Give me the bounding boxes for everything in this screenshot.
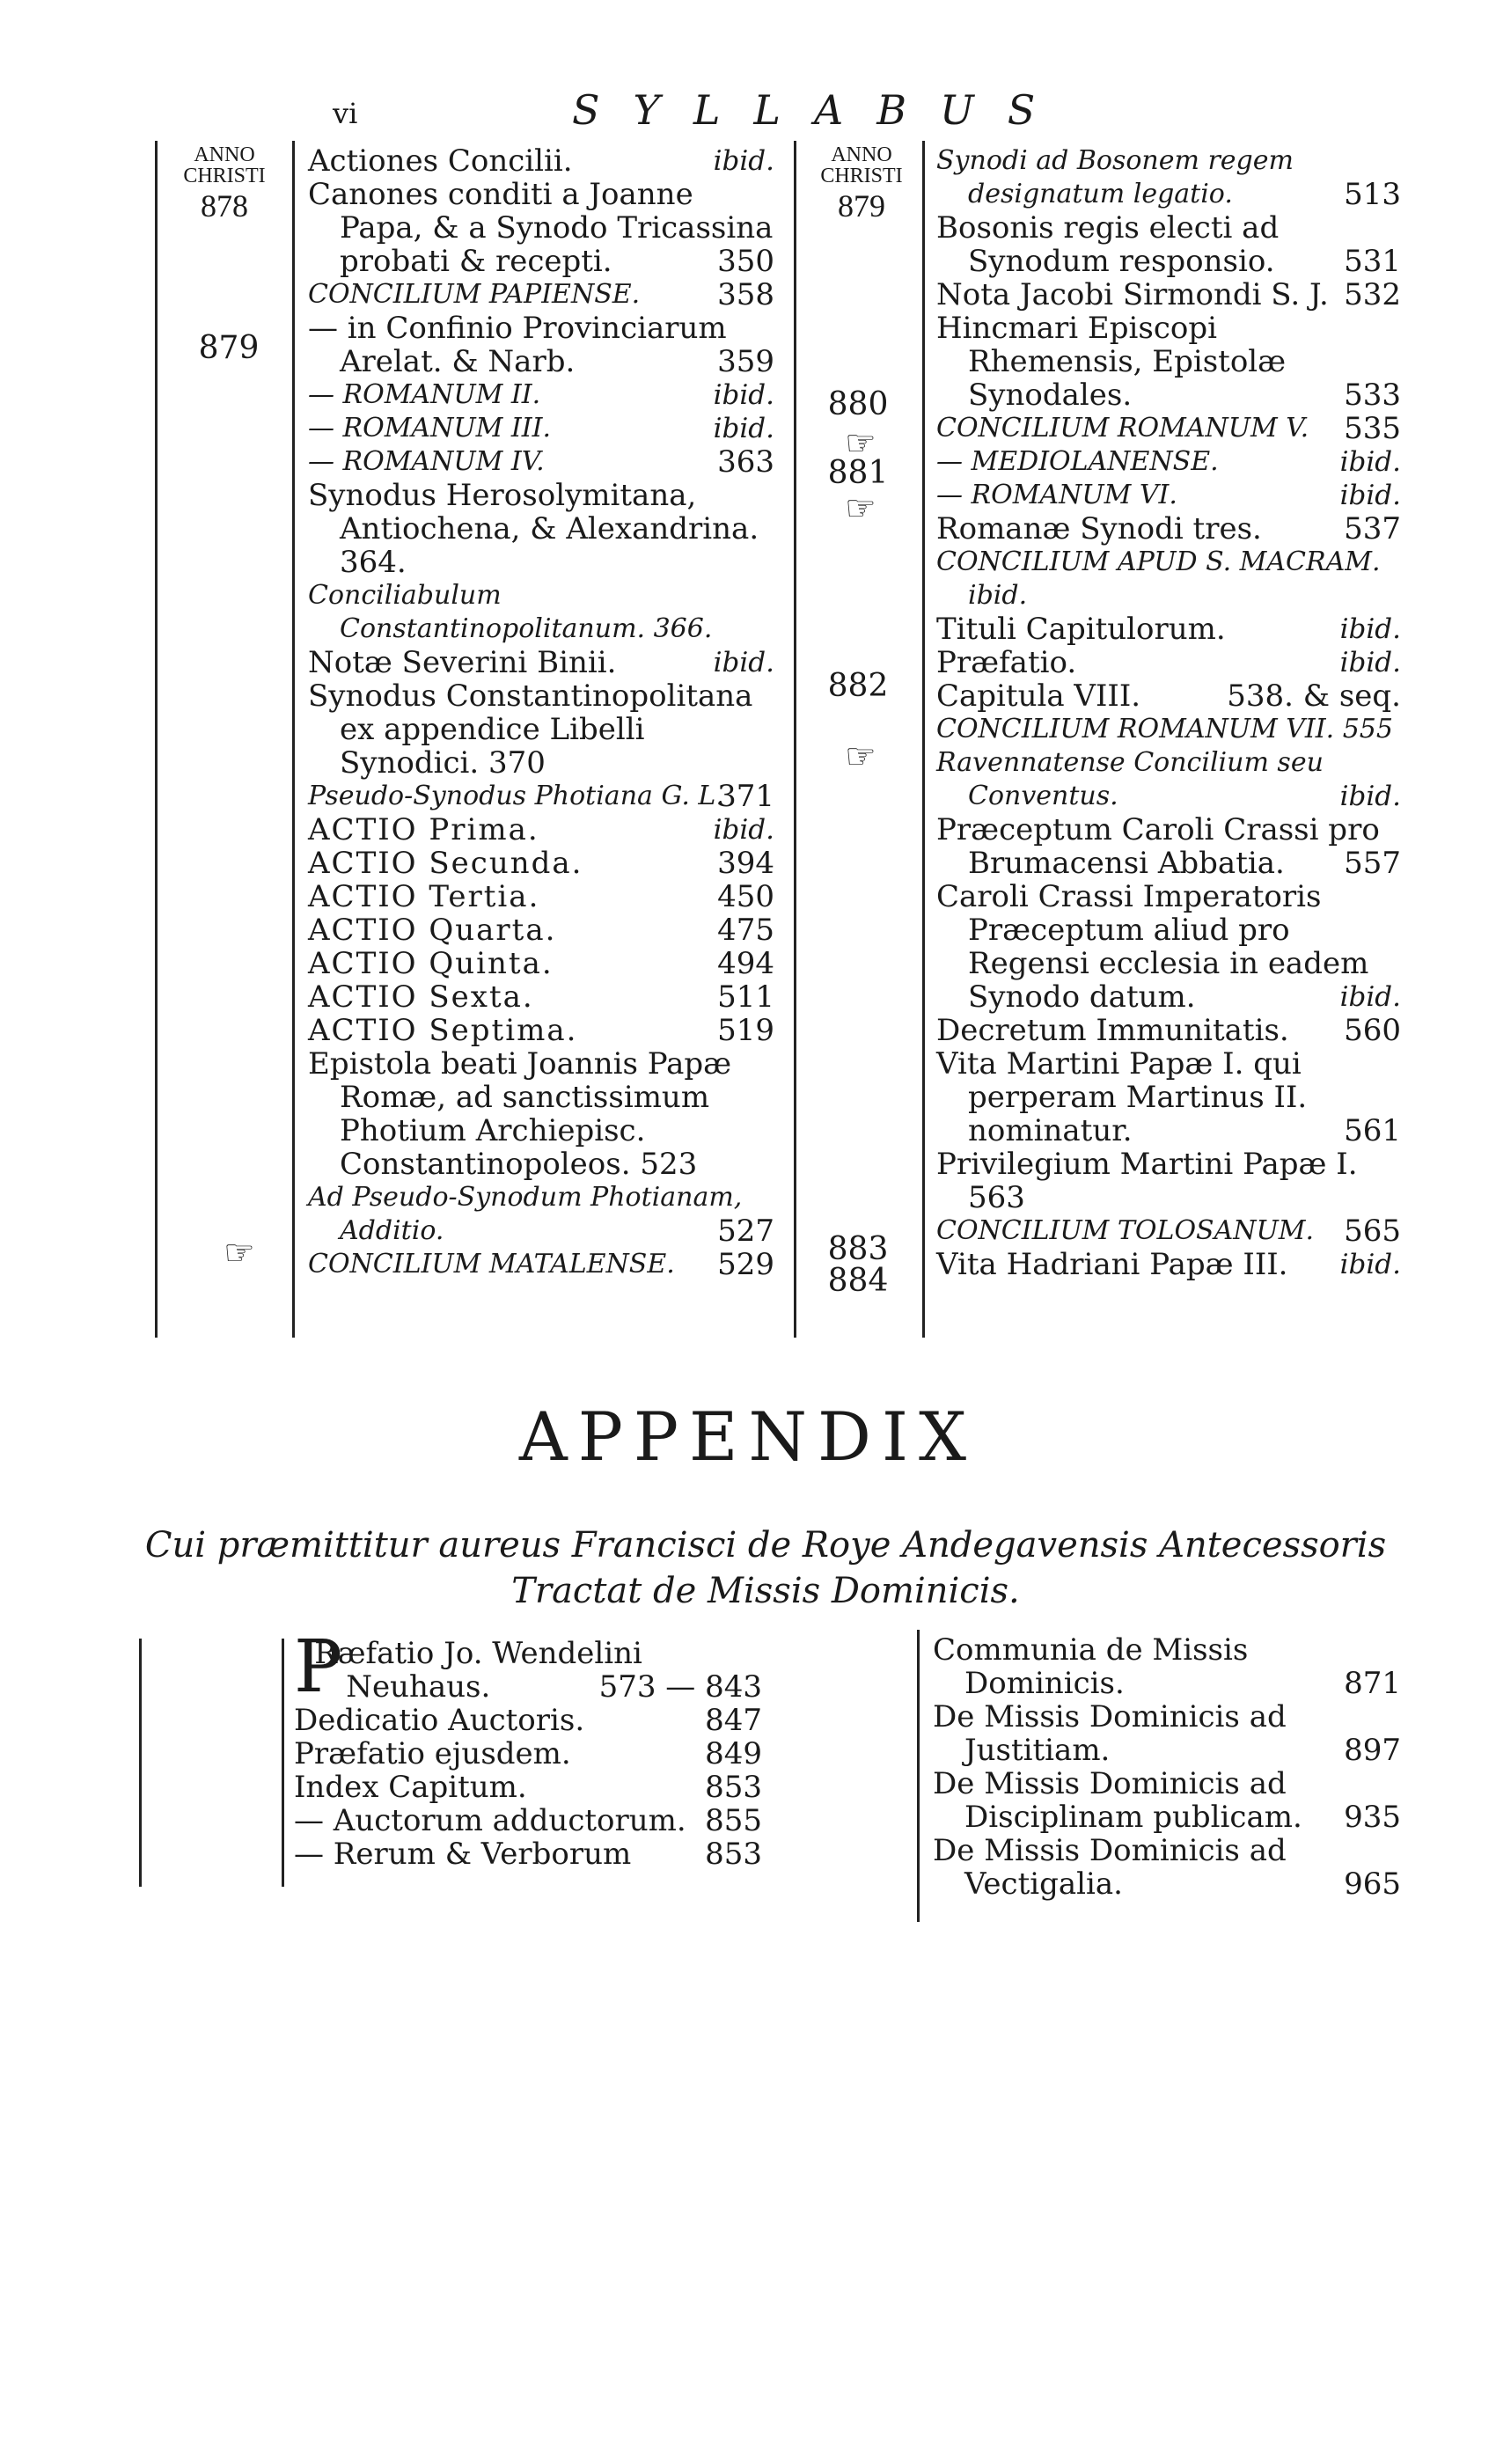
entry-title: Pseudo-Synodus Photiana G. L.: [308, 781, 724, 811]
entry-title: Notæ Severini Binii.: [308, 645, 617, 680]
syllabus-entry: [936, 278, 1401, 312]
syllabus-entry: [308, 913, 774, 947]
entry-page: 527: [717, 1214, 774, 1249]
entry-page: 475: [717, 913, 774, 948]
entry-page: 535: [1344, 411, 1401, 446]
year-label: 883: [827, 1231, 889, 1267]
syllabus-entry: [308, 780, 774, 813]
entry-title: CONCILIUM ROMANUM V.: [936, 413, 1309, 444]
entry-title: Tituli Capitulorum.: [936, 612, 1226, 647]
entry-title: ACTIO Quarta.: [308, 913, 557, 948]
entry-page: 557: [1344, 846, 1401, 881]
pointing-hand-icon: ☞: [224, 1233, 255, 1273]
left-entry-list: [308, 144, 774, 1281]
christi-label: CHRISTI: [183, 165, 266, 187]
entry-page: 532: [1344, 277, 1401, 312]
anno-christi-heading: [158, 144, 290, 224]
appendix-entry: [294, 1704, 762, 1737]
entry-title: Dedicatio Auctoris.: [294, 1703, 585, 1738]
entry-title: — Rerum & Verborum: [294, 1837, 632, 1872]
entry-page: 965: [1344, 1866, 1401, 1902]
entry-title: Præfatio ejusdem.: [294, 1736, 571, 1771]
christi-label: CHRISTI: [820, 165, 903, 187]
entry-title: Decretum Immunitatis.: [936, 1013, 1289, 1048]
entry-title: Ravennatense Concilium seu Conventus.: [936, 747, 1324, 811]
syllabus-entry: [936, 1248, 1401, 1281]
entry-page: 853: [705, 1770, 762, 1805]
entry-title: De Missis Dominicis ad Vectigalia.: [933, 1833, 1287, 1902]
entry-title: — ROMANUM IV.: [308, 446, 545, 477]
entry-title: Caroli Crassi Imperatoris Præceptum aliud pro Regensi ecclesia in eadem Synodo datum.: [936, 879, 1369, 1015]
entry-page: ibid.: [713, 145, 774, 177]
syllabus-entry: [936, 813, 1401, 880]
entry-title: Præfatio.: [936, 645, 1077, 680]
appendix-subtitle: Cui præmittitur aureus Francisci de Roye Andegavensis Antecessoris Tractat de Missis Dominicis.: [144, 1525, 1387, 1611]
syllabus-entry: [936, 445, 1401, 479]
entry-title: Capitula VIII.: [936, 678, 1141, 714]
entry-page: 855: [705, 1803, 762, 1838]
syllabus-entry: [308, 144, 774, 178]
entry-title: Synodi ad Bosonem regem designatum legatio.: [936, 145, 1294, 209]
right-entry-list: [936, 144, 1401, 1281]
syllabus-entry: [308, 947, 774, 980]
page-number: vi: [333, 97, 358, 130]
syllabus-entry: [308, 479, 774, 579]
syllabus-entry: [936, 144, 1401, 211]
entry-page: 573 — 843: [598, 1669, 762, 1705]
pointing-hand-icon: ☞: [845, 737, 876, 777]
syllabus-entry: [308, 445, 774, 479]
entry-title: — in Confinio Provinciarum Arelat. & Narb.: [308, 311, 727, 379]
entry-title: De Missis Dominicis ad Disciplinam publicam.: [933, 1766, 1302, 1835]
year-label: 880: [827, 386, 889, 422]
syllabus-entry: [936, 1014, 1401, 1047]
entry-page: ibid.: [713, 413, 774, 444]
anno-christi-heading: [796, 144, 928, 224]
entry-title: — Auctorum adductorum.: [294, 1803, 686, 1838]
entry-title: — ROMANUM III.: [308, 413, 551, 444]
syllabus-entry: [308, 1047, 774, 1181]
entry-title: Romanæ Synodi tres.: [936, 511, 1262, 546]
entry-title: Index Capitum.: [294, 1770, 527, 1805]
entry-page: 363: [717, 444, 774, 480]
entry-page: 519: [717, 1013, 774, 1048]
syllabus-entry: [936, 612, 1401, 646]
year-label: 879: [838, 188, 885, 224]
column-rule: [282, 1639, 284, 1887]
year-label: 879: [198, 330, 260, 366]
syllabus-entry: [308, 880, 774, 913]
column-rule: [922, 141, 925, 1338]
entry-title: ACTIO Quinta.: [308, 946, 554, 981]
syllabus-entry: [308, 579, 774, 646]
entry-title: ACTIO Septima.: [308, 1013, 578, 1048]
entry-page: 565: [1344, 1214, 1401, 1249]
appendix-entry: [294, 1804, 762, 1837]
syllabus-entry: [308, 1014, 774, 1047]
entry-page: 511: [717, 979, 774, 1015]
appendix-title: APPENDIX: [518, 1397, 978, 1476]
entry-title: Ad Pseudo-Synodum Photianam, Additio.: [308, 1182, 743, 1246]
entry-page: 561: [1344, 1113, 1401, 1148]
entry-title: Synodus Herosolymitana, Antiochena, & Alexandrina. 364.: [308, 478, 759, 580]
syllabus-entry: [308, 646, 774, 679]
column-rule: [917, 1630, 920, 1922]
entry-page: 359: [717, 344, 774, 379]
entry-title: Epistola beati Joannis Papæ Romæ, ad sanctissimum Photium Archiepisc. Constantinopoleos. 523: [308, 1046, 732, 1182]
syllabus-entry: [936, 512, 1401, 546]
entry-title: Canones conditi a Joanne Papa, & a Synodo Tricassina probati & recepti.: [308, 177, 774, 279]
entry-title: CONCILIUM MATALENSE.: [308, 1249, 675, 1280]
entry-page: 358: [717, 277, 774, 312]
entry-title: Bosonis regis electi ad Synodum responsio.: [936, 210, 1280, 279]
entry-title: — MEDIOLANENSE.: [936, 446, 1219, 477]
entry-page: ibid.: [713, 647, 774, 678]
entry-page: 935: [1344, 1800, 1401, 1835]
entry-page: 531: [1344, 244, 1401, 279]
entry-title: Communia de Missis Dominicis.: [933, 1632, 1249, 1701]
entry-page: ibid.: [713, 814, 774, 846]
syllabus-entry: [936, 880, 1401, 1014]
syllabus-entry: [936, 546, 1401, 612]
entry-page: ibid.: [1339, 446, 1401, 478]
entry-page: 394: [717, 846, 774, 881]
entry-title: Vita Hadriani Papæ III.: [936, 1247, 1288, 1282]
entry-title: Conciliabulum Constantinopolitanum. 366.: [308, 580, 713, 644]
entry-title: ACTIO Prima.: [308, 812, 539, 847]
entry-page: 847: [705, 1703, 762, 1738]
appendix-entry: [933, 1834, 1401, 1901]
syllabus-entry: [936, 1214, 1401, 1248]
entry-page: 897: [1344, 1733, 1401, 1768]
column-rule: [292, 141, 295, 1338]
entry-title: Synodus Constantinopolitana ex appendice Libelli Synodici. 370: [308, 678, 753, 781]
entry-page: 513: [1344, 177, 1401, 212]
year-label: 878: [201, 188, 248, 224]
entry-page: 849: [705, 1736, 762, 1771]
syllabus-entry: [308, 312, 774, 378]
syllabus-entry: [936, 479, 1401, 512]
entry-page: 494: [717, 946, 774, 981]
entry-title: CONCILIUM PAPIENSE.: [308, 279, 641, 310]
syllabus-entry: [936, 713, 1401, 746]
entry-title: CONCILIUM ROMANUM VII. 555: [936, 714, 1393, 744]
entry-page: ibid.: [1339, 647, 1401, 678]
entry-page: ibid.: [1339, 613, 1401, 645]
syllabus-entry: [936, 211, 1401, 278]
running-head: [0, 86, 1496, 139]
entry-title: Præceptum Caroli Crassi pro Brumacensi Abbatia.: [936, 812, 1380, 881]
entry-title: ACTIO Secunda.: [308, 846, 583, 881]
year-label: 882: [827, 668, 889, 704]
entry-page: ibid.: [1339, 1249, 1401, 1280]
entry-page: 537: [1344, 511, 1401, 546]
entry-title: CONCILIUM APUD S. MACRAM. ibid.: [936, 546, 1381, 611]
appendix-entry: [294, 1625, 762, 1709]
column-rule: [155, 141, 158, 1338]
appendix-right-list: [933, 1633, 1401, 1901]
entry-page: ibid.: [1339, 981, 1401, 1013]
syllabus-entry: [936, 746, 1401, 813]
entry-title: ACTIO Sexta.: [308, 979, 534, 1015]
entry-page: ibid.: [713, 379, 774, 411]
syllabus-entry: [936, 412, 1401, 445]
syllabus-entry: [308, 679, 774, 780]
entry-title: CONCILIUM TOLOSANUM.: [936, 1215, 1315, 1246]
entry-page: 853: [705, 1837, 762, 1872]
syllabus-entry: [308, 847, 774, 880]
entry-title: ACTIO Tertia.: [308, 879, 540, 914]
syllabus-entry: [308, 1181, 774, 1248]
syllabus-entry: [936, 312, 1401, 412]
appendix-entry: [933, 1700, 1401, 1767]
appendix-left-list: [294, 1625, 762, 1872]
pointing-hand-icon: ☞: [845, 488, 876, 529]
entry-page: 560: [1344, 1013, 1401, 1048]
entry-page: 450: [717, 879, 774, 914]
entry-title: Nota Jacobi Sirmondi S. J.: [936, 277, 1329, 312]
year-label: 881: [827, 455, 889, 491]
syllabus-entry: [308, 378, 774, 412]
appendix-entry: [294, 1837, 762, 1871]
running-title: SYLLABUS: [572, 86, 1069, 134]
syllabus-entry: [308, 412, 774, 445]
syllabus-entry: [936, 679, 1401, 713]
anno-label: ANNO: [194, 143, 255, 166]
entry-page: 529: [717, 1247, 774, 1282]
syllabus-entry: [308, 980, 774, 1014]
syllabus-entry: [308, 178, 774, 278]
entry-page: 871: [1344, 1666, 1401, 1701]
syllabus-entry: [308, 813, 774, 847]
pointing-hand-icon: ☞: [845, 423, 876, 464]
entry-page: ibid.: [1339, 480, 1401, 511]
entry-title: Hincmari Episcopi Rhemensis, Epistolæ Synodales.: [936, 311, 1287, 413]
syllabus-entry: [936, 1047, 1401, 1148]
entry-page: 533: [1344, 378, 1401, 413]
entry-page: 538. & seq.: [1227, 678, 1401, 714]
syllabus-entry: [936, 1148, 1401, 1214]
entry-title: — ROMANUM VI.: [936, 480, 1177, 510]
entry-title: PRæfatio Jo. Wendelini Neuhaus.: [294, 1625, 642, 1709]
appendix-entry: [294, 1771, 762, 1804]
entry-title: — ROMANUM II.: [308, 379, 541, 410]
entry-page: 350: [717, 244, 774, 279]
appendix-entry: [933, 1767, 1401, 1834]
entry-title: Vita Martini Papæ I. qui perperam Martinus II. nominatur.: [936, 1046, 1308, 1148]
entry-title: Privilegium Martini Papæ I. 563: [936, 1147, 1358, 1215]
anno-label: ANNO: [831, 143, 892, 166]
column-rule: [139, 1639, 142, 1887]
appendix-entry: [933, 1633, 1401, 1700]
year-label: 884: [827, 1263, 889, 1299]
appendix-entry: [294, 1737, 762, 1771]
entry-page: 371: [717, 779, 774, 814]
column-rule: [794, 141, 796, 1338]
entry-page: ibid.: [1339, 781, 1401, 812]
syllabus-entry: [308, 1248, 774, 1281]
entry-title: Actiones Concilii.: [308, 143, 573, 179]
syllabus-entry: [936, 646, 1401, 679]
syllabus-entry: [308, 278, 774, 312]
entry-title: De Missis Dominicis ad Justitiam.: [933, 1699, 1287, 1768]
